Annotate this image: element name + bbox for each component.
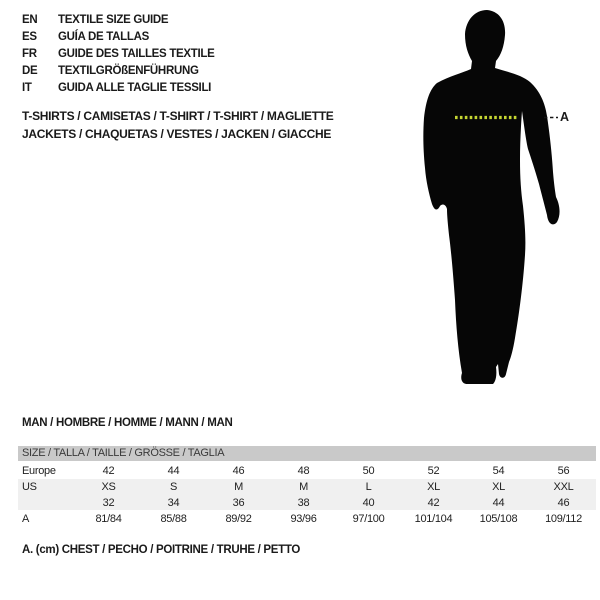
size-cell: 46 (557, 496, 570, 509)
row-label: Europe (22, 465, 56, 477)
lang-row-en (22, 12, 215, 29)
size-cell: 48 (297, 465, 310, 477)
size-cell: 109/112 (545, 513, 582, 525)
size-cell: 34 (167, 496, 180, 509)
table-row-europe (18, 463, 596, 479)
garment-categories (22, 108, 334, 143)
size-cell: XL (427, 481, 440, 493)
size-table-header: SIZE / TALLA / TAILLE / GRÖSSE / TAGLIA (18, 446, 596, 461)
lang-row-fr (22, 46, 215, 63)
row-label: US (22, 481, 37, 493)
size-cell: 52 (427, 465, 440, 477)
size-cell: 50 (362, 465, 375, 477)
size-cell: 44 (167, 465, 180, 477)
language-title-list (22, 12, 215, 97)
size-cell: 40 (362, 496, 375, 509)
lang-title: GUIDA ALLE TAGLIE TESSILI (58, 82, 212, 94)
lang-title: TEXTILE SIZE GUIDE (58, 14, 169, 26)
lang-row-de (22, 63, 215, 80)
lang-code: EN (22, 14, 38, 26)
silhouette-svg (410, 0, 600, 390)
table-row-us (18, 479, 596, 495)
lang-code: FR (22, 48, 37, 60)
category-line-tshirts: T-SHIRTS / CAMISETAS / T-SHIRT / T-SHIRT / MAGLIETTE (22, 109, 334, 123)
size-cell: 97/100 (352, 513, 385, 525)
size-cell: 42 (102, 465, 115, 477)
section-title-man: MAN / HOMBRE / HOMME / MANN / MAN (22, 417, 233, 429)
table-row-chest-cm (18, 510, 596, 528)
lang-code: IT (22, 82, 32, 94)
size-cell: L (365, 481, 372, 493)
lang-title: GUIDE DES TAILLES TEXTILE (58, 48, 215, 60)
size-cell: 101/104 (414, 513, 453, 525)
lang-code: ES (22, 31, 37, 43)
size-cell: 54 (492, 465, 505, 477)
lang-code: DE (22, 65, 38, 77)
measure-label-a: A (560, 110, 570, 124)
lang-row-es (22, 29, 215, 46)
male-silhouette-figure (410, 0, 600, 390)
man-silhouette (423, 10, 559, 384)
table-row-alt-sizes (18, 495, 596, 510)
size-cell: 85/88 (160, 513, 187, 525)
size-cell: 36 (232, 496, 245, 509)
lang-title: TEXTILGRÖßENFÜHRUNG (58, 65, 199, 77)
category-line-jackets: JACKETS / CHAQUETAS / VESTES / JACKEN / GIACCHE (22, 126, 332, 141)
size-cell: 38 (297, 496, 310, 509)
size-cell: 105/108 (479, 513, 518, 525)
size-cell: 44 (492, 496, 505, 509)
size-cell: XXL (553, 481, 574, 493)
size-cell: XL (492, 481, 505, 493)
size-cell: 93/96 (290, 513, 317, 525)
row-label: A (22, 513, 30, 525)
size-cell: M (299, 481, 308, 493)
size-cell: 32 (102, 496, 115, 509)
size-cell: 42 (427, 496, 440, 509)
size-cell: 46 (232, 465, 245, 477)
lang-title: GUÍA DE TALLAS (58, 31, 149, 43)
lang-row-it (22, 80, 215, 97)
size-cell: 89/92 (225, 513, 252, 525)
size-cell: 56 (557, 465, 570, 477)
size-cell: M (234, 481, 243, 493)
size-table (18, 446, 596, 528)
size-cell: S (169, 481, 178, 493)
size-cell: XS (101, 481, 116, 493)
measurement-footnote: A. (cm) CHEST / PECHO / POITRINE / TRUHE / PETTO (22, 544, 301, 556)
size-cell: 81/84 (95, 513, 122, 525)
